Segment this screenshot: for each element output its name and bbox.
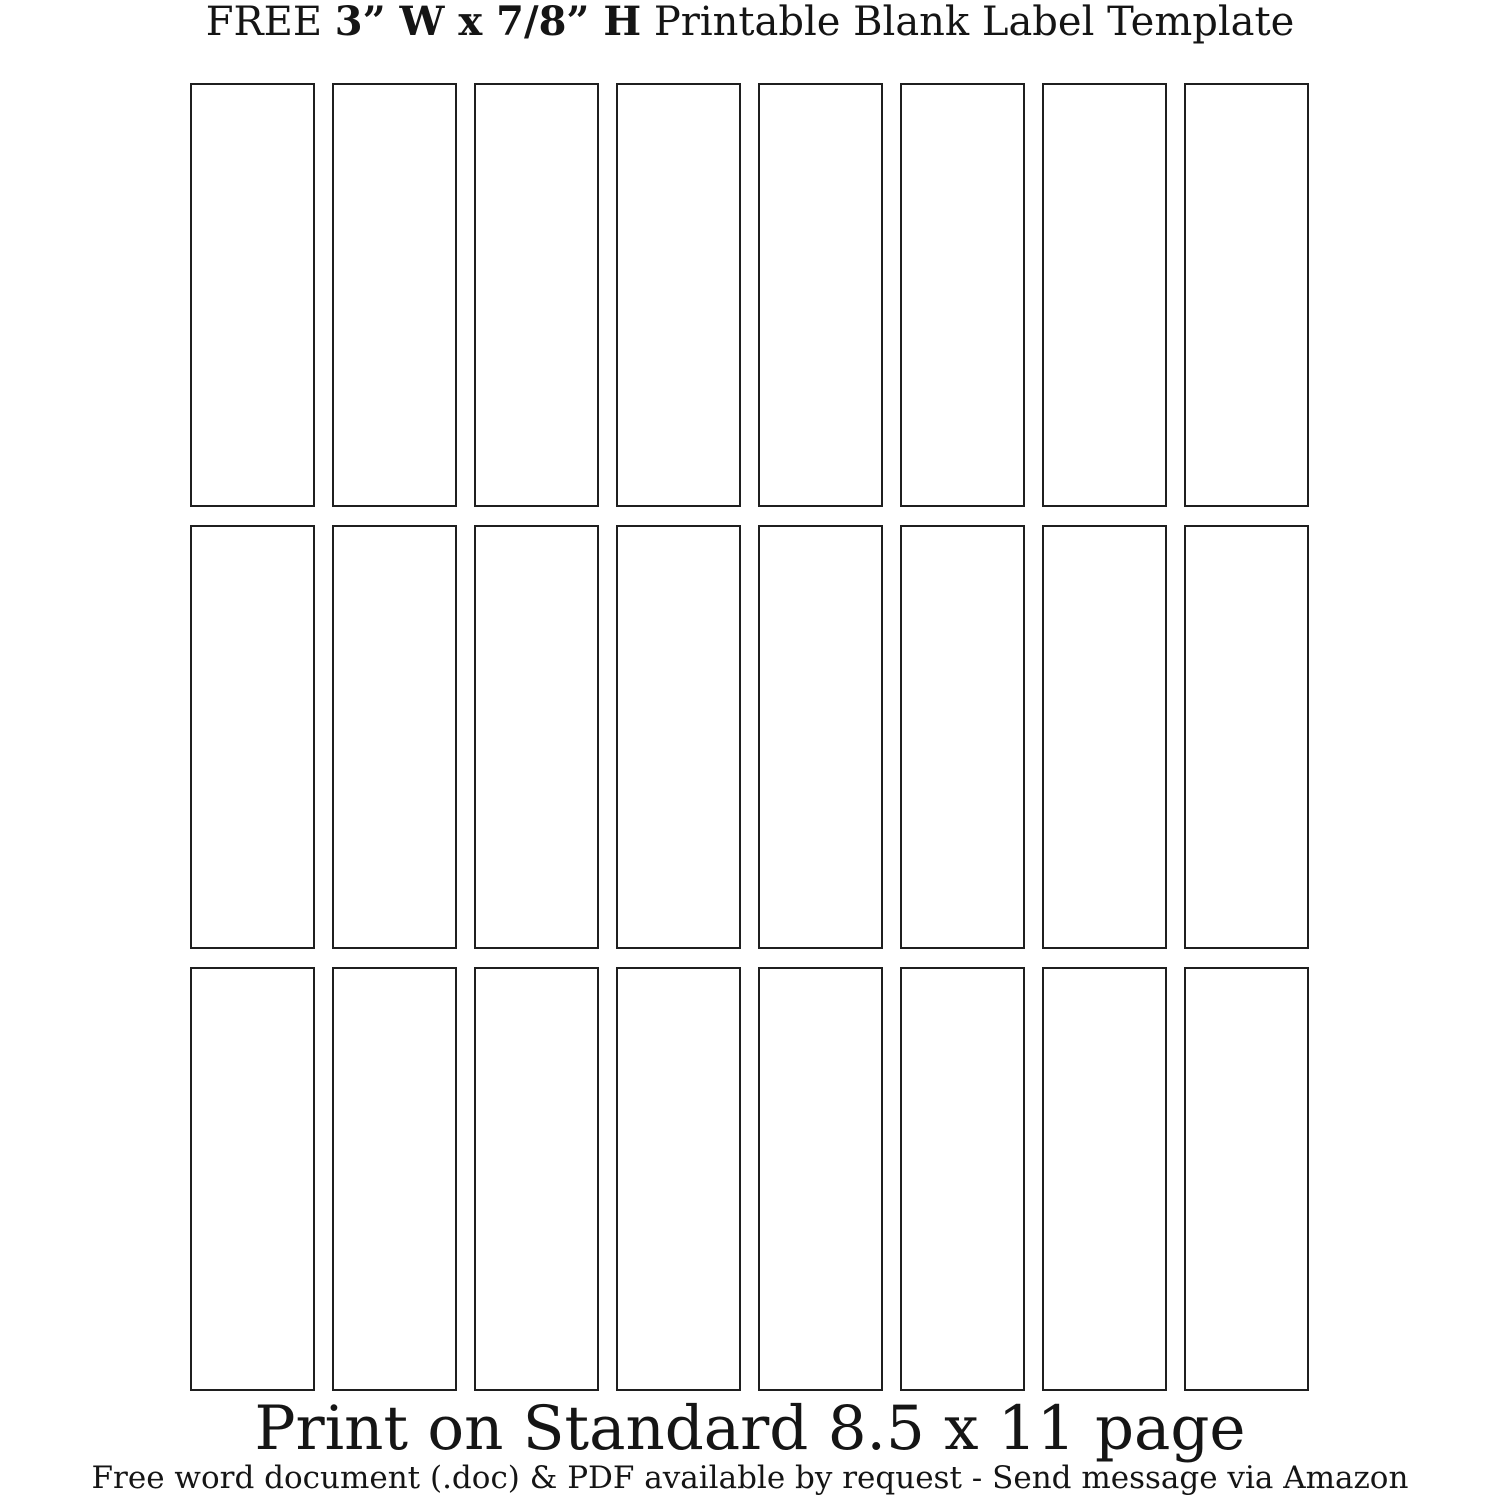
label-cell bbox=[1042, 83, 1167, 507]
label-cell bbox=[1184, 967, 1309, 1391]
label-cell bbox=[190, 967, 315, 1391]
title-suffix: Printable Blank Label Template bbox=[641, 0, 1295, 45]
label-cell bbox=[190, 83, 315, 507]
footer-availability-note: Free word document (.doc) & PDF available by request - Send message via Amazon bbox=[91, 1460, 1409, 1496]
label-cell bbox=[616, 525, 741, 949]
label-cell bbox=[900, 967, 1025, 1391]
label-cell bbox=[900, 83, 1025, 507]
label-cell bbox=[758, 83, 883, 507]
label-cell bbox=[1184, 525, 1309, 949]
label-cell bbox=[616, 967, 741, 1391]
label-cell bbox=[190, 525, 315, 949]
label-cell bbox=[1042, 967, 1167, 1391]
title-dimensions: 3” W x 7/8” H bbox=[334, 0, 642, 45]
label-cell bbox=[900, 525, 1025, 949]
label-cell bbox=[332, 83, 457, 507]
label-grid bbox=[190, 83, 1309, 1391]
label-cell bbox=[1042, 525, 1167, 949]
label-cell bbox=[616, 83, 741, 507]
label-cell bbox=[758, 967, 883, 1391]
label-cell bbox=[332, 525, 457, 949]
label-cell bbox=[474, 83, 599, 507]
label-cell bbox=[758, 525, 883, 949]
label-cell bbox=[332, 967, 457, 1391]
label-cell bbox=[1184, 83, 1309, 507]
label-cell bbox=[474, 525, 599, 949]
label-cell bbox=[474, 967, 599, 1391]
footer-print-instruction: Print on Standard 8.5 x 11 page bbox=[254, 1393, 1246, 1464]
page-title bbox=[0, 0, 1500, 47]
title-prefix: FREE bbox=[205, 0, 335, 45]
